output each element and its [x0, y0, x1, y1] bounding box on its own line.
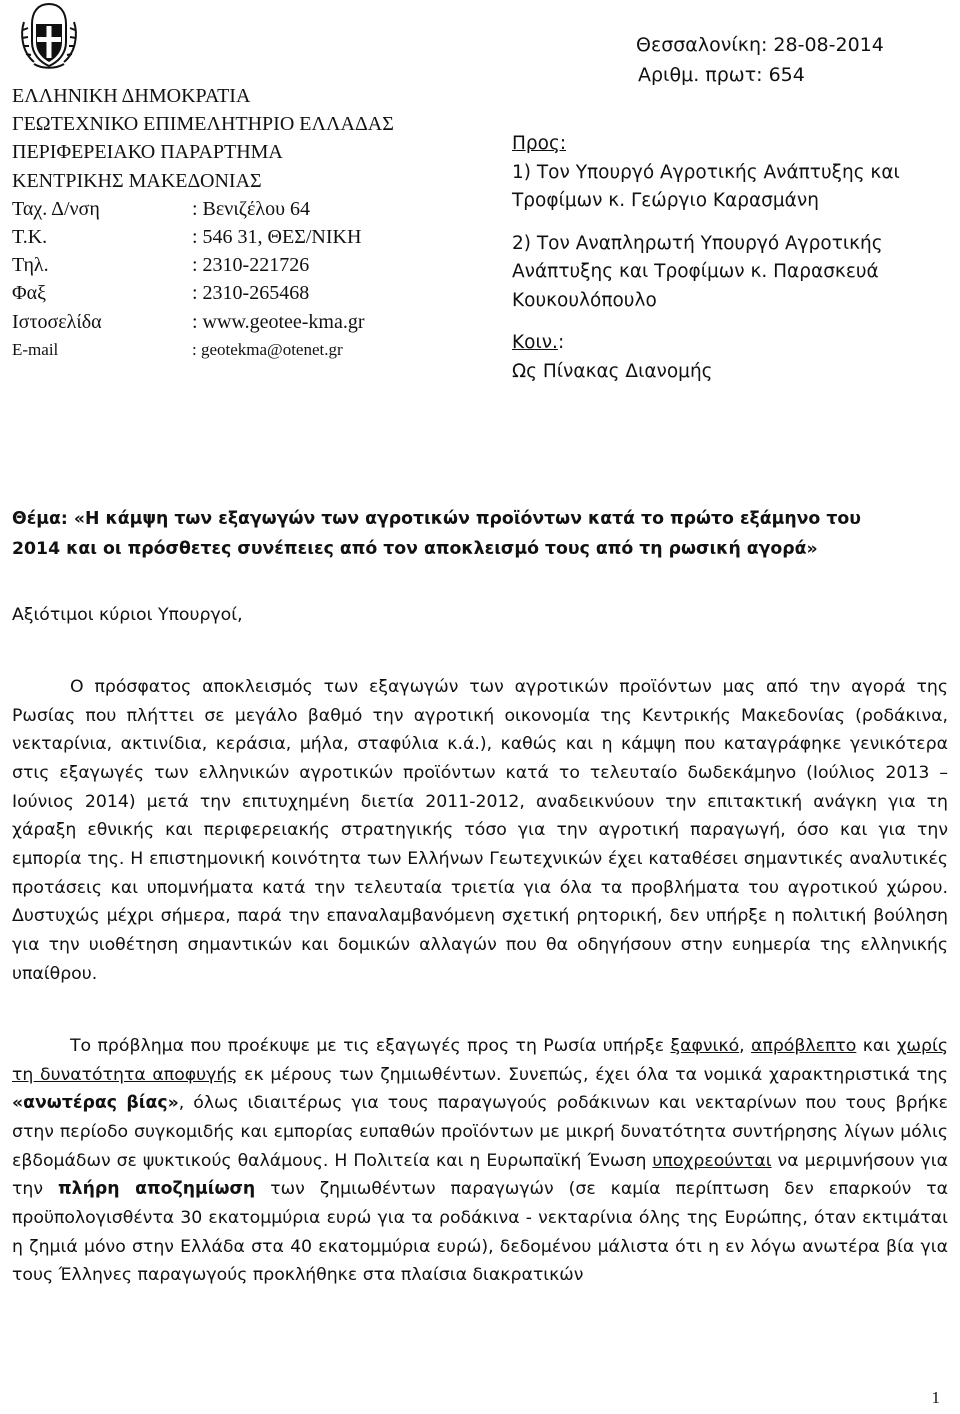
- contact-phone: Τηλ. : 2310-221726: [12, 254, 310, 277]
- recipient-2-cont: Κουκουλόπουλο: [512, 289, 657, 311]
- greeting: Αξιότιμοι κύριοι Υπουργοί,: [12, 605, 243, 625]
- contact-address: Ταχ. Δ/νση : Βενιζέλου 64: [12, 197, 310, 220]
- subject-line: 2014 και οι πρόσθετες συνέπειες από τον αποκλεισμό τους από τη ρωσική αγορά»: [12, 539, 818, 559]
- protocol-number: Αριθμ. πρωτ: 654: [638, 64, 805, 86]
- place-date: Θεσσαλονίκη: 28-08-2014: [636, 34, 884, 56]
- sender-block: [12, 82, 472, 364]
- recipients-block: [512, 130, 952, 386]
- recipient-2: 2) Τον Αναπληρωτή Υπουργό Αγροτικής: [512, 232, 883, 254]
- subject-line: Θέμα: «Η κάμψη των εξαγωγών των αγροτικών προϊόντων κατά το πρώτο εξάμηνο του: [12, 509, 861, 529]
- sender-line: ΕΛΛΗΝΙΚΗ ΔΗΜΟΚΡΑΤΙΑ: [12, 85, 251, 107]
- sender-line: ΚΕΝΤΡΙΚΗΣ ΜΑΚΕΔΟΝΙΑΣ: [12, 169, 262, 192]
- to-label: Προς:: [512, 133, 567, 154]
- contact-email: E-mail : geotekma@otenet.gr: [12, 339, 343, 359]
- cc-value: Ως Πίνακας Διανομής: [512, 360, 713, 382]
- paragraph-2: Το πρόβλημα που προέκυψε με τις εξαγωγές προς τη Ρωσία υπήρξε ξαφνικό, απρόβλεπτο και χωρίς τη δυνατότητα αποφυγής εκ μέρους των ζημιωθέντων. Συνεπώς, έχει όλα τα νομικά χαρακτηριστικά της «ανωτέρας βίας», όλως ιδιαιτέρως για τους παραγωγούς ροδάκινων και νεκταρίνων που τους βρήκε στην περίοδο συγκομιδής και εμπορίας ευπαθών προϊόντων με μικρή δυνατότητα συντήρησης λίγων μόλις εβδομάδων σε ψυκτικούς θαλάμους. Η Πολιτεία και η Ευρωπαϊκή Ένωση υποχρεούνται να μεριμνήσουν για την πλήρη αποζημίωση των ζημιωθέντων παραγωγών (σε καμία περίπτωση δεν επαρκούν τα προϋπολογισθέντα 30 εκατομμύρια ευρώ για τα ροδάκινα - νεκταρίνια όλης της Ευρώπης, όταν εκτιμάται η ζημιά μόνο στην Ελλάδα στα 40 εκατομμύρια ευρώ), δεδομένου μάλιστα ότι η εν λόγω ανωτέρα βία για τους Έλληνες παραγωγούς προκλήθηκε στα πλαίσια διακρατικών: [12, 1036, 948, 1286]
- paragraph-1: Ο πρόσφατος αποκλεισμός των εξαγωγών των αγροτικών προϊόντων μας από την αγορά της Ρωσίας που πλήττει σε μεγάλο βαθμό την αγροτική οικονομία της Κεντρικής Μακεδονίας (ροδάκινα, νεκταρίνια, ακτινίδια, κεράσια, μήλα, σταφύλια κ.ά.), καθώς και η κάμψη που καταγράφηκε γενικότερα στις εξαγωγές των ελληνικών αγροτικών προϊόντων κατά το τελευταίο δωδεκάμηνο (Ιούλιος 2013 – Ιούνιος 2014) μετά την επιτυχημένη διετία 2011-2012, αναδεικνύουν την επιτακτική ανάγκη για τη χάραξη εθνικής και περιφερειακής στρατηγικής τόσο για την αγροτική παραγωγή, όσο και για την εμπορία της. Η επιστημονική κοινότητα των Ελλήνων Γεωτεχνικών έχει καταθέσει σημαντικές αναλυτικές προτάσεις και υπομνήματα κατά την τελευταία τριετία για όλα τα προβλήματα του αγροτικού χώρου. Δυστυχώς μέχρι σήμερα, παρά την επαναλαμβανόμενη σχετική ρητορική, δεν υπήρξε η πολιτική βούληση για την υιοθέτηση σημαντικών και δομικών αλλαγών που θα οδηγήσουν στην ευημερία της ελληνικής υπαίθρου.: [12, 677, 948, 984]
- recipient-1: 1) Τον Υπουργό Αγροτικής Ανάπτυξης και: [512, 161, 900, 183]
- page-number: 1: [931, 1388, 940, 1407]
- cc-label: Κοιν.:: [512, 332, 565, 353]
- subject: [12, 504, 948, 564]
- document-meta: [636, 30, 884, 90]
- sender-line: ΠΕΡΙΦΕΡΕΙΑΚΟ ΠΑΡΑΡΤΗΜΑ: [12, 141, 283, 164]
- contact-fax: Φαξ : 2310-265468: [12, 282, 310, 305]
- contact-website: Ιστοσελίδα : www.geotee-kma.gr: [12, 310, 365, 333]
- contact-postcode: Τ.Κ. : 546 31, ΘΕΣ/ΝΙΚΗ: [12, 226, 362, 249]
- recipient-2-cont: Ανάπτυξης και Τροφίμων κ. Παρασκευά: [512, 261, 879, 282]
- recipient-1-cont: Τροφίμων κ. Γεώργιο Καρασμάνη: [512, 190, 819, 211]
- sender-line: ΓΕΩΤΕΧΝΙΚΟ ΕΠΙΜΕΛΗΤΗΡΙΟ ΕΛΛΑΔΑΣ: [12, 113, 394, 136]
- greek-coat-of-arms-icon: [18, 2, 80, 70]
